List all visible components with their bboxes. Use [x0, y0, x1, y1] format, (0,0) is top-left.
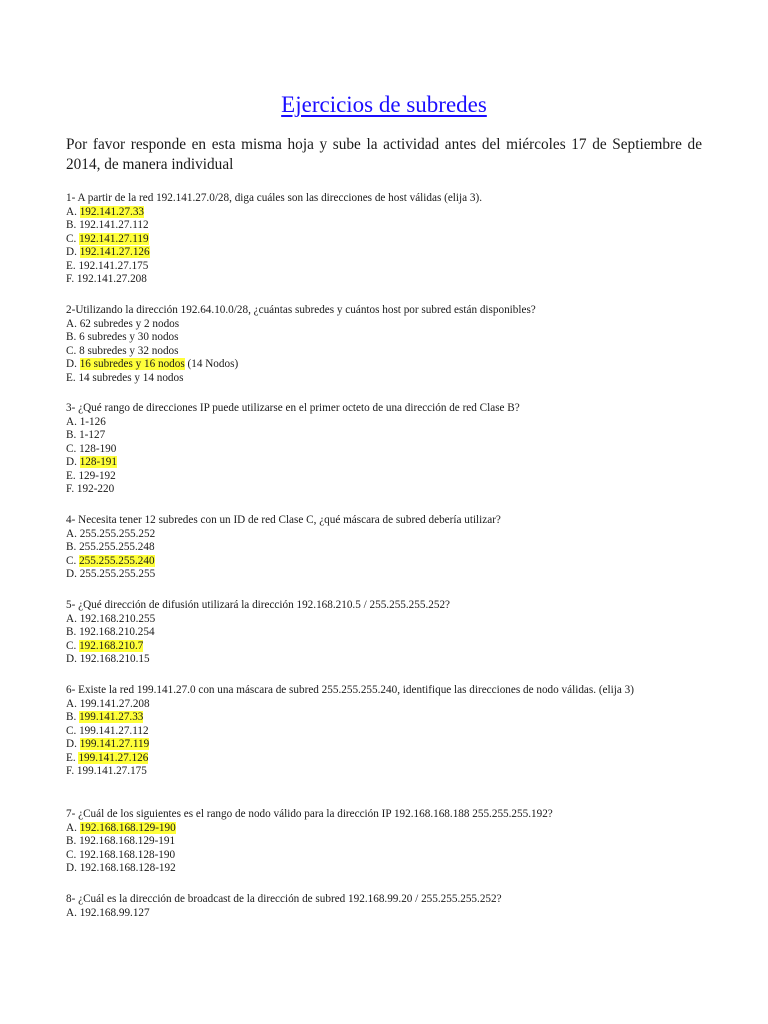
option-letter: B. — [66, 219, 80, 231]
option-letter: C. — [66, 232, 80, 245]
question-block — [66, 514, 726, 582]
option-letter: B. — [66, 331, 80, 343]
option-letter: E. — [66, 371, 79, 384]
answer-option — [66, 738, 726, 752]
option-letter: B. — [66, 711, 80, 723]
option-text: 192.141.27.208 — [76, 273, 147, 285]
option-letter: B. — [66, 429, 80, 441]
option-text: 199.141.27.112 — [79, 724, 149, 737]
option-letter: D. — [66, 653, 80, 665]
option-text: 255.255.255.248 — [79, 541, 155, 553]
option-note: (14 Nodos) — [184, 358, 239, 370]
answer-option — [66, 429, 726, 443]
highlighted-answer: 255.255.255.240 — [79, 554, 155, 567]
option-letter: D. — [66, 358, 80, 370]
answer-option — [66, 555, 726, 569]
option-text: 192-220 — [76, 483, 115, 495]
question-text: 6- Existe la red 199.141.27.0 con una máscara de subred 255.255.255.240, identifique las direcciones de nodo válidas. (elija 3) — [66, 684, 634, 696]
answer-option — [66, 273, 726, 287]
option-letter: C. — [66, 848, 80, 861]
answer-option — [66, 765, 726, 779]
answer-option — [66, 613, 726, 627]
option-text: 192.168.99.127 — [79, 906, 150, 919]
option-letter: B. — [66, 626, 80, 638]
answer-option — [66, 711, 726, 725]
option-text: 192.168.168.129-191 — [79, 835, 176, 847]
option-letter: A. — [66, 527, 80, 540]
highlighted-answer: 192.141.27.126 — [79, 246, 150, 258]
answer-option — [66, 456, 726, 470]
question-text: 1- A partir de la red 192.141.27.0/28, diga cuáles son las direcciones de host válidas (elija 3). — [66, 192, 483, 204]
option-text: 1-126 — [79, 415, 106, 428]
option-text: 129-192 — [78, 469, 116, 482]
option-letter: A. — [66, 415, 80, 428]
answer-option — [66, 260, 726, 274]
question-block — [66, 192, 726, 287]
highlighted-answer: 16 subredes y 16 nodos — [79, 358, 185, 370]
highlighted-answer: 192.168.210.7 — [79, 639, 144, 652]
answer-option — [66, 331, 726, 345]
answer-option — [66, 470, 726, 484]
option-letter: C. — [66, 554, 80, 567]
answer-option — [66, 483, 726, 497]
highlighted-answer: 199.141.27.126 — [78, 751, 149, 764]
answer-option — [66, 358, 726, 372]
answer-option — [66, 849, 726, 863]
option-text: 192.168.168.128-190 — [79, 848, 176, 861]
answer-option — [66, 752, 726, 766]
answer-option — [66, 568, 726, 582]
answer-option — [66, 907, 726, 921]
highlighted-answer: 192.141.27.119 — [79, 232, 149, 245]
question-block — [66, 304, 726, 385]
question-text: 4- Necesita tener 12 subredes con un ID de red Clase C, ¿qué máscara de subred debería utilizar? — [66, 514, 501, 526]
answer-option — [66, 653, 726, 667]
option-letter: D. — [66, 862, 80, 874]
answer-option — [66, 541, 726, 555]
option-letter: D. — [66, 568, 80, 580]
question-block — [66, 808, 726, 876]
answer-option — [66, 822, 726, 836]
option-text: 192.141.27.175 — [78, 259, 149, 272]
answer-option — [66, 725, 726, 739]
option-letter: A. — [66, 697, 80, 710]
option-letter: C. — [66, 442, 80, 455]
option-text: 192.141.27.112 — [79, 219, 149, 231]
answer-option — [66, 345, 726, 359]
option-letter: E. — [66, 751, 79, 764]
question-text: 2-Utilizando la dirección 192.64.10.0/28, ¿cuántas subredes y cuántos host por subred están disponibles? — [66, 304, 536, 316]
answer-option — [66, 528, 726, 542]
question-text: 5- ¿Qué dirección de difusión utilizará la dirección 192.168.210.5 / 255.255.255.252? — [66, 599, 451, 611]
option-letter: C. — [66, 639, 80, 652]
page-title: Ejercicios de subredes — [281, 92, 487, 117]
answer-option — [66, 698, 726, 712]
option-letter: B. — [66, 835, 80, 847]
option-text: 62 subredes y 2 nodos — [79, 317, 180, 330]
answer-option — [66, 246, 726, 260]
option-letter: A. — [66, 906, 80, 919]
option-letter: C. — [66, 724, 80, 737]
option-text: 199.141.27.175 — [76, 765, 147, 777]
option-letter: A. — [66, 317, 80, 330]
option-text: 128-190 — [79, 442, 117, 455]
question-block — [66, 893, 726, 920]
option-text: 6 subredes y 30 nodos — [79, 331, 179, 343]
option-text: 192.168.210.254 — [79, 626, 155, 638]
option-letter: E. — [66, 469, 79, 482]
answer-option — [66, 372, 726, 386]
intro-paragraph: Por favor responde en esta misma hoja y sube la actividad antes del miércoles 17 de Septiembre de 2014, de manera individual — [66, 136, 702, 173]
question-text: 7- ¿Cuál de los siguientes es el rango de nodo válido para la dirección IP 192.168.168.188 255.255.255.192? — [66, 808, 553, 820]
answer-option — [66, 206, 726, 220]
option-text: 8 subredes y 32 nodos — [79, 344, 179, 357]
answer-option — [66, 233, 726, 247]
highlighted-answer: 192.141.27.33 — [79, 205, 145, 218]
option-text: 255.255.255.252 — [79, 527, 156, 540]
option-letter: B. — [66, 541, 80, 553]
option-letter: C. — [66, 344, 80, 357]
option-text: 192.168.168.128-192 — [79, 862, 176, 874]
option-letter: F. — [66, 483, 77, 495]
option-text: 1-127 — [79, 429, 106, 441]
option-letter: A. — [66, 821, 80, 834]
question-block — [66, 599, 726, 667]
highlighted-answer: 199.141.27.33 — [79, 711, 144, 723]
option-letter: D. — [66, 738, 80, 750]
option-text: 199.141.27.208 — [79, 697, 150, 710]
option-letter: A. — [66, 205, 80, 218]
option-text: 192.168.210.255 — [79, 612, 156, 625]
option-letter: E. — [66, 259, 79, 272]
answer-option — [66, 862, 726, 876]
answer-option — [66, 219, 726, 233]
highlighted-answer: 192.168.168.129-190 — [79, 821, 176, 834]
answer-option — [66, 835, 726, 849]
option-letter: F. — [66, 765, 77, 777]
option-letter: F. — [66, 273, 77, 285]
option-text: 192.168.210.15 — [79, 653, 150, 665]
answer-option — [66, 416, 726, 430]
answer-option — [66, 318, 726, 332]
option-letter: A. — [66, 612, 80, 625]
question-block — [66, 402, 726, 497]
answer-option — [66, 626, 726, 640]
highlighted-answer: 128-191 — [79, 456, 117, 468]
question-text: 3- ¿Qué rango de direcciones IP puede utilizarse en el primer octeto de una dirección de red Clase B? — [66, 402, 520, 414]
option-text: 255.255.255.255 — [79, 568, 156, 580]
answer-option — [66, 443, 726, 457]
highlighted-answer: 199.141.27.119 — [79, 738, 150, 750]
question-text: 8- ¿Cuál es la dirección de broadcast de la dirección de subred 192.168.99.20 / 255.255.255.252? — [66, 893, 502, 905]
answer-option — [66, 640, 726, 654]
option-letter: D. — [66, 246, 80, 258]
question-block — [66, 684, 726, 779]
option-letter: D. — [66, 456, 80, 468]
option-text: 14 subredes y 14 nodos — [78, 371, 184, 384]
